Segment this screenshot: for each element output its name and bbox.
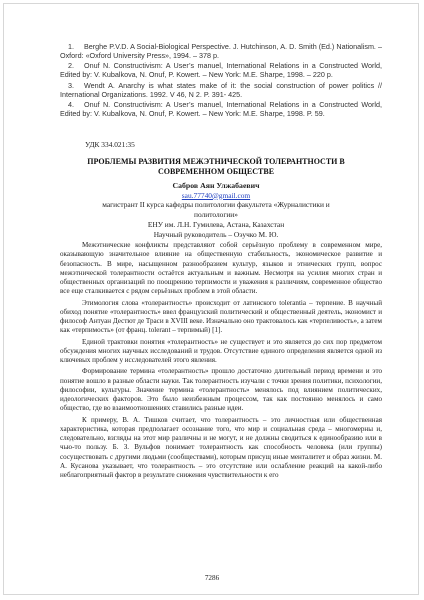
body-paragraph: Этимология слова «толерантность» происходит от латинского tolerantia – терпение. В научный обиход понятие «толерантность» ввел французский политический и общественный деятель, экономист и философ Антуан Дестют де Траси в XVIII веке. Изначально оно трактовалось как «терпеливость», а затем как «терпимость» (от франц. tolerant – терпимый) [1]. bbox=[60, 298, 383, 335]
reference-item bbox=[60, 61, 382, 79]
reference-text: Berghe P.V.D. A Social-Biological Perspective. J. Hutchinson, A. D. Smith (Ed.) Nationalism. – Oxford: «Oxford University Press», 1994. – 378 p. bbox=[60, 42, 382, 61]
udk-code: УДК 334.021:35 bbox=[85, 140, 135, 149]
reference-item bbox=[60, 100, 382, 118]
reference-item bbox=[60, 81, 382, 99]
page-number: 7286 bbox=[204, 574, 220, 582]
article-title: ПРОБЛЕМЫ РАЗВИТИЯ МЕЖЭТНИЧЕСКОЙ ТОЛЕРАНТНОСТИ В СОВРЕМЕННОМ ОБЩЕСТВЕ bbox=[87, 157, 345, 176]
reference-number: 2. bbox=[68, 61, 74, 71]
author-position: магистрант II курса кафедры политологии факультета «Журналистики и политологии» bbox=[102, 200, 330, 220]
body-paragraph: К примеру, В. А. Тишков считает, что толерантность – это личностная или общественная характеристика, которая предполагает осознание того, что мир и социальная среда – многомерны и, следовательно, взгляды на этот мир различны и не могут, и не должны сводиться к единообразию или в чью-то пользу. Б. З. Вульфов понимает толерантность как способность человека (или группы) сосуществовать с другими людьми (сообществами), которым присущ иные менталитет и образ жизни. М. А. Кусанова указывает, что толерантность – это отсутствие или ослабление реакций на какой-либо неблагоприятный фактор в результате снижения чувствительности к его bbox=[60, 415, 382, 479]
reference-text: Onuf N. Constructivism: A User’s manuel, International Relations in a Constructed World, Edited by: V. Kubalkova, N. Onuf, P. Kowert. – New York: M.E. Sharpe, 1998. – 220 p. bbox=[60, 61, 382, 80]
author-name: Сабров Аян Улжабаевич bbox=[172, 181, 260, 190]
reference-number: 4. bbox=[68, 100, 74, 110]
author-block bbox=[86, 181, 346, 239]
scientific-supervisor: Научный руководитель – Оэучко М. Ю. bbox=[153, 229, 279, 239]
reference-number: 3. bbox=[68, 80, 74, 90]
reference-number: 1. bbox=[68, 42, 74, 51]
author-affiliation: ЕНУ им. Л.Н. Гумилева, Астана, Казахстан bbox=[147, 219, 285, 229]
reference-text: Wendt A. Anarchy is what states make of it: the social construction of power politics // International Orgаnizations. 1992. V 46, N 2. P. 391- 425. bbox=[60, 80, 382, 99]
reference-list bbox=[60, 42, 382, 120]
body-paragraph: Формирование термина «толерантность» прошло достаточно длительный период времени и это понятие вошло в разные области науки. Так толерантность изучали с точки зрения политики, психологии, философии, культуры. Значение термина «толерантность» менялось под влиянием политических, идеологических факторов. Это было неизбежным процессом, так как постоянно менялось и само общество, где во взаимоотношениях ставились разные идеи. bbox=[60, 367, 382, 413]
body-paragraph: Единой трактовки понятия «толерантность» не существует и это является до сих пор предметом обсуждения многих научных исследований и трудов. Отсутствие единого определения является одной из ключевых проблем у исследователей этого явления. bbox=[60, 337, 382, 364]
reference-item bbox=[60, 42, 382, 60]
article-body bbox=[60, 241, 382, 482]
reference-text: Onuf N. Constructivism: A User’s manuel, International Relations in a Constructed World, Edited by: V. Kubalkova, N. Onuf, P. Kowert. – New York: M.E. Sharpe, 1998. P. 59. bbox=[60, 100, 382, 119]
author-email-link[interactable]: sau.77740@gmail.com bbox=[181, 190, 251, 200]
body-paragraph: Межэтнические конфликты представляют собой серьёзную проблему в современном мире, оказывающую значительное влияние на общественную стабильность, экономическое развитие и безопасность. В мире, насыщенном разнообразием культур, языков и этнических групп, вопрос межэтнической толерантности остаётся актуальным и важным. Несмотря на усилия многих стран и общественных организаций по поощрению терпимости и уважения к различиям, современное общество все еще сталкивается с рядом серьёзных проблем в этой области. bbox=[60, 241, 382, 296]
